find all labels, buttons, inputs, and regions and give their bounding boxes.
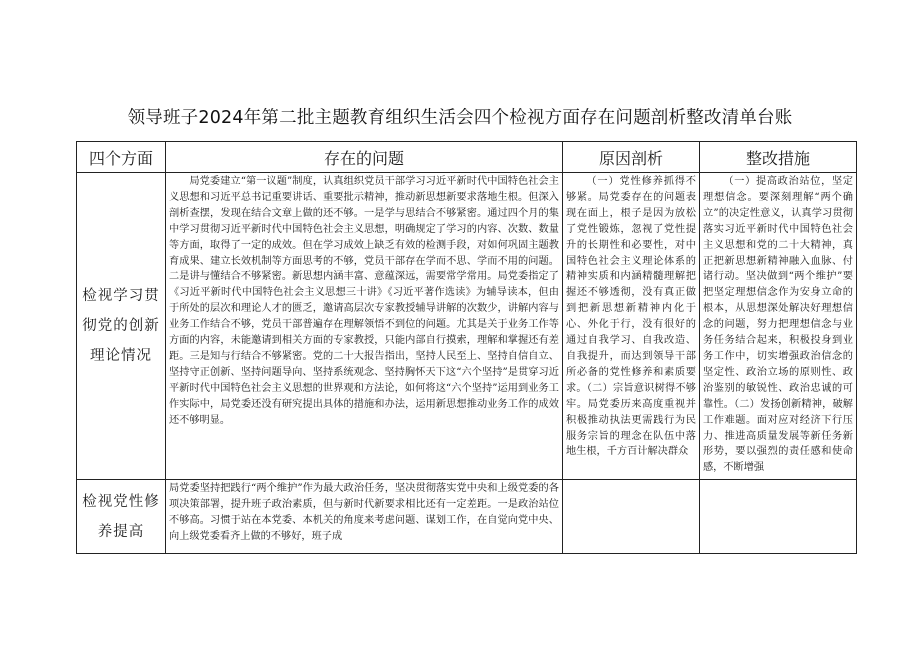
header-aspect: 四个方面 [77, 142, 166, 173]
measure-cell [700, 173, 857, 480]
table-header-row [77, 142, 857, 173]
cause-cell [563, 173, 700, 480]
problem-cell [166, 173, 563, 480]
aspect-cell [77, 480, 166, 554]
table-row [77, 173, 857, 480]
measure-text: （一）提高政治站位，坚定理想信念。要深刻理解“两个确立”的决定性意义，认真学习贯彻落实习近平新时代中国特色社会主义思想和党的二十大精神，真正把新思想新精神融入血脉、付诸行动。坚决做到“两个维护”要把坚定理想信念作为安身立命的根本，从思想深处解决好理想信念的问题，努力把理想信念与业务任务结合起来，积极投身到业务工作中，切实增强政治信念的坚定性、政治立场的原则性、政治鉴别的敏锐性、政治忠诚的可靠性。（二）发扬创新精神，破解工作难题。面对应对经济下行压力、推进高质量发展等新任务新形势，要以强烈的责任感和使命感，不断增强 [703, 176, 853, 474]
cause-cell [563, 480, 700, 554]
aspect-label: 检视党性修养提高 [82, 493, 160, 540]
aspect-cell [77, 173, 166, 480]
problem-text: 局党委建立“第一议题”制度，认真组织党员干部学习习近平新时代中国特色社会主义思想和习近平总书记重要讲话、重要批示精神，推动新思想新要求落地生根。但深入剖析查摆，发现在结合文章上做的还不够。一是学与思结合不够紧密。通过四个月的集中学习贯彻习近平新时代中国特色社会主义思想，明确规定了学习的内容、次数、数量等方面，取得了一定的成效。但在学习成效上缺乏有效的检测手段，对如何巩固主题教育成果、建立长效机制等方面思考的不够，党员干部存在学而不思、学而不用的问题。二是讲与懂结合不够紧密。新思想内涵丰富、意蕴深远，需要常学常用。局党委指定了《习近平新时代中国特色社会主义思想三十讲》《习近平著作选读》为辅导读本，但由于所处的层次和理论人才的匮乏，邀请高层次专家教授辅导讲解的次数少，讲解内容与业务工作结合不够，党员干部普遍存在理解领悟不到位的问题。尤其是关于业务工作等方面的内容，未能邀请到相关方面的专家教授，只能内部自行摸索，理解和掌握还有差距。三是知与行结合不够紧密。党的二十大报告指出，坚持人民至上、坚持自信自立、坚持守正创新、坚持问题导向、坚持系统观念、坚持胸怀天下这“六个坚持”是贯穿习近平新时代中国特色社会主义思想的世界观和方法论，如何将这“六个坚持”运用到业务工作实际中，局党委还没有研究提出具体的措施和办法，运用新思想推动业务工作的成效还不够明显。 [169, 176, 559, 426]
page-title: 领导班子2024年第二批主题教育组织生活会四个检视方面存在问题剖析整改清单台账 [127, 108, 793, 128]
problem-text: 局党委坚持把践行“两个维护”作为最大政治任务，坚决贯彻落实党中央和上级党委的各项决策部署，提升班子政治素质，但与新时代新要求相比还有一定差距。一是政治站位不够高。习惯于站在本党委、本机关的角度来考虑问题、谋划工作，在自觉向党中央、向上级党委看齐上做的不够好，班子成 [169, 483, 559, 542]
aspect-label: 检视学习贯彻党的创新理论情况 [82, 288, 160, 364]
table-row [77, 480, 857, 554]
measure-cell [700, 480, 857, 554]
cause-text: （一）党性修养抓得不够紧。局党委存在的问题表现在面上，根子是因为放松了党性锻炼，忽视了党性提升的长期性和必要性，对中国特色社会主义理论体系的精神实质和内涵精髓理解把握还不够透彻，没有真正做到把新思想新精神内化于心、外化于行，没有很好的通过自我学习、自我改造、自我提升，而达到领导干部所必备的党性修养和素质要求。（二）宗旨意识树得不够牢。局党委历来高度重视并积极推动执法更需践行为民服务宗旨的理念在队伍中落地生根，千方百计解决群众 [566, 176, 696, 458]
header-problem: 存在的问题 [166, 142, 563, 173]
problem-cell [166, 480, 563, 554]
header-measure: 整改措施 [700, 142, 857, 173]
rectification-ledger-table [76, 141, 857, 554]
header-cause: 原因剖析 [563, 142, 700, 173]
